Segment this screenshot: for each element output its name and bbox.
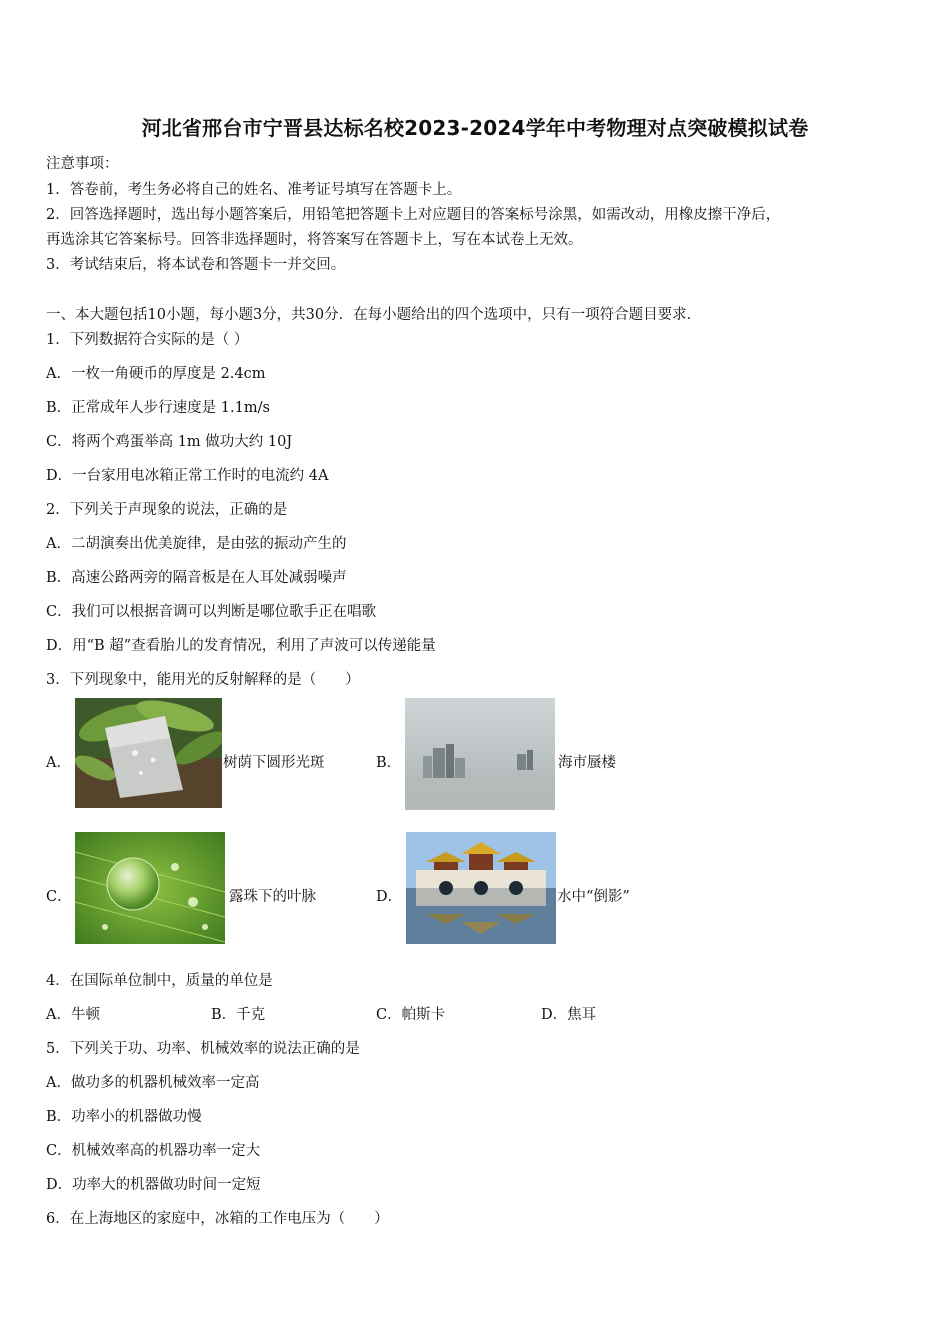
question-5-option-a: A．做功多的机器机械效率一定高 xyxy=(46,1075,260,1091)
note-item-3: 3．考试结束后，将本试卷和答题卡一并交回。 xyxy=(46,257,346,273)
bridge-reflection-image xyxy=(406,832,556,944)
question-4-option-a: A．牛顿 xyxy=(46,1007,100,1023)
question-4-stem: 4．在国际单位制中，质量的单位是 xyxy=(46,973,273,989)
note-item-2-continued: 再选涂其它答案标号。回答非选择题时，将答案写在答题卡上，写在本试卷上无效。 xyxy=(46,232,583,248)
option-letter: C． xyxy=(46,889,72,905)
option-caption: 水中“倒影” xyxy=(557,889,630,905)
dewdrop-leaf-image xyxy=(75,832,225,944)
question-3-stem: 3．下列现象中，能用光的反射解释的是（ ） xyxy=(46,672,360,688)
question-2-option-d: D．用“B 超”查看胎儿的发育情况，利用了声波可以传递能量 xyxy=(46,638,436,654)
question-6-stem: 6．在上海地区的家庭中，冰箱的工作电压为（ ） xyxy=(46,1211,389,1227)
question-4-option-b: B．千克 xyxy=(211,1007,266,1023)
leaf-shade-light-spot-image xyxy=(75,698,222,808)
question-1-option-c: C．将两个鸡蛋举高 1m 做功大约 10J xyxy=(46,434,293,450)
option-letter: B． xyxy=(376,755,402,771)
question-5-option-d: D．功率大的机器做功时间一定短 xyxy=(46,1177,261,1193)
question-2-option-a: A．二胡演奏出优美旋律，是由弦的振动产生的 xyxy=(46,536,347,552)
question-2-option-c: C．我们可以根据音调可以判断是哪位歌手正在唱歌 xyxy=(46,604,377,620)
question-2-option-b: B．高速公路两旁的隔音板是在人耳处减弱噪声 xyxy=(46,570,347,586)
option-caption: 海市蜃楼 xyxy=(558,755,616,771)
page-title: 河北省邢台市宁晋县达标名校2023-2024学年中考物理对点突破模拟试卷 xyxy=(141,116,809,140)
note-item-2: 2．回答选择题时，选出每小题答案后，用铅笔把答题卡上对应题目的答案标号涂黑，如需改动，用橡皮擦干净后， xyxy=(46,207,781,223)
note-item-1: 1．答卷前，考生务必将自己的姓名、准考证号填写在答题卡上。 xyxy=(46,182,462,198)
question-4-option-c: C．帕斯卡 xyxy=(376,1007,446,1023)
question-5-option-c: C．机械效率高的机器功率一定大 xyxy=(46,1143,261,1159)
question-2-stem: 2．下列关于声现象的说法，正确的是 xyxy=(46,502,288,518)
mirage-image xyxy=(405,698,555,810)
notes-heading: 注意事项： xyxy=(46,156,119,172)
question-1-option-a: A．一枚一角硬币的厚度是 2.4cm xyxy=(46,366,266,382)
section-heading: 一、本大题包括10小题，每小题3分，共30分．在每小题给出的四个选项中，只有一项符合题目要求． xyxy=(46,307,702,323)
question-1-stem: 1．下列数据符合实际的是（ ） xyxy=(46,332,249,348)
option-letter: A． xyxy=(46,755,71,771)
question-1-option-d: D．一台家用电冰箱正常工作时的电流约 4A xyxy=(46,468,329,484)
question-4-option-d: D．焦耳 xyxy=(541,1007,597,1023)
question-1-option-b: B．正常成年人步行速度是 1.1m/s xyxy=(46,400,270,416)
question-5-option-b: B．功率小的机器做功慢 xyxy=(46,1109,202,1125)
option-caption: 露珠下的叶脉 xyxy=(229,889,316,905)
question-4-options xyxy=(46,1003,906,1023)
option-letter: D． xyxy=(376,889,403,905)
question-5-stem: 5．下列关于功、功率、机械效率的说法正确的是 xyxy=(46,1041,360,1057)
option-caption: 树荫下圆形光斑 xyxy=(223,755,325,771)
